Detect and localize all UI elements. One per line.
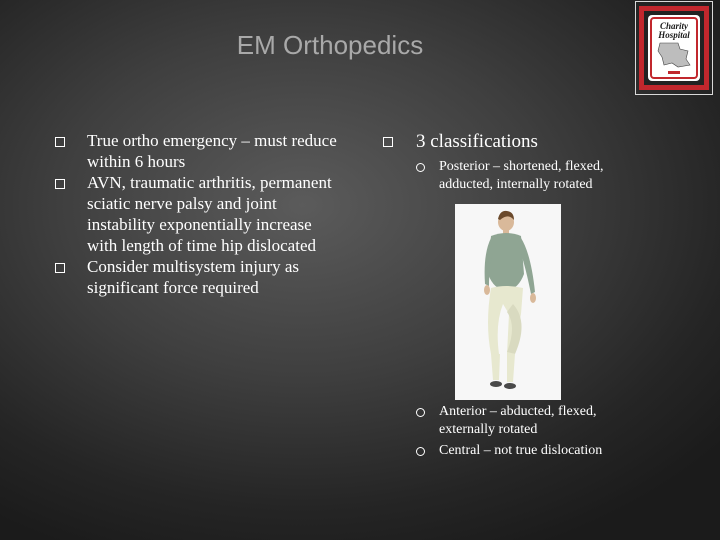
right-bullet-list (383, 130, 673, 194)
left-bullet-item (55, 256, 345, 298)
left-bullet-text: AVN, traumatic arthritis, permanent sciatic nerve palsy and joint instability exponentially increase with length of time hip dislocated (87, 173, 332, 255)
hip-dislocation-figure-image (455, 204, 561, 400)
left-bullet-text: True ortho emergency – must reduce within 6 hours (87, 131, 337, 171)
sub-bullet-item (416, 403, 696, 439)
ring-bullet-icon (416, 408, 425, 417)
left-bullet-text: Consider multisystem injury as significant force required (87, 257, 300, 297)
sub-bullet-item (416, 442, 696, 460)
right-lower-sub-bullets (416, 403, 696, 460)
sub-bullet-text: Posterior – shortened, flexed, adducted, internally rotated (439, 159, 604, 192)
right-bullet-heading-item (383, 130, 673, 154)
left-bullet-list (55, 130, 345, 298)
square-bullet-icon (55, 137, 65, 147)
slide-title: EM Orthopedics (236, 30, 424, 60)
square-bullet-icon (55, 263, 65, 273)
square-bullet-icon (383, 137, 393, 147)
logo-text-charity: Charity (659, 21, 689, 31)
sub-bullet-item (416, 158, 673, 194)
left-bullet-item (55, 172, 345, 256)
charity-hospital-logo (635, 1, 713, 95)
sub-bullet-text: Central – not true dislocation (439, 443, 603, 458)
sub-bullet-text: Anterior – abducted, flexed, externally rotated (439, 404, 597, 437)
ring-bullet-icon (416, 163, 425, 172)
classifications-heading: 3 classifications (416, 131, 538, 152)
ring-bullet-icon (416, 447, 425, 456)
square-bullet-icon (55, 179, 65, 189)
logo-text-hospital: Hospital (658, 30, 690, 40)
left-bullet-item (55, 130, 345, 172)
